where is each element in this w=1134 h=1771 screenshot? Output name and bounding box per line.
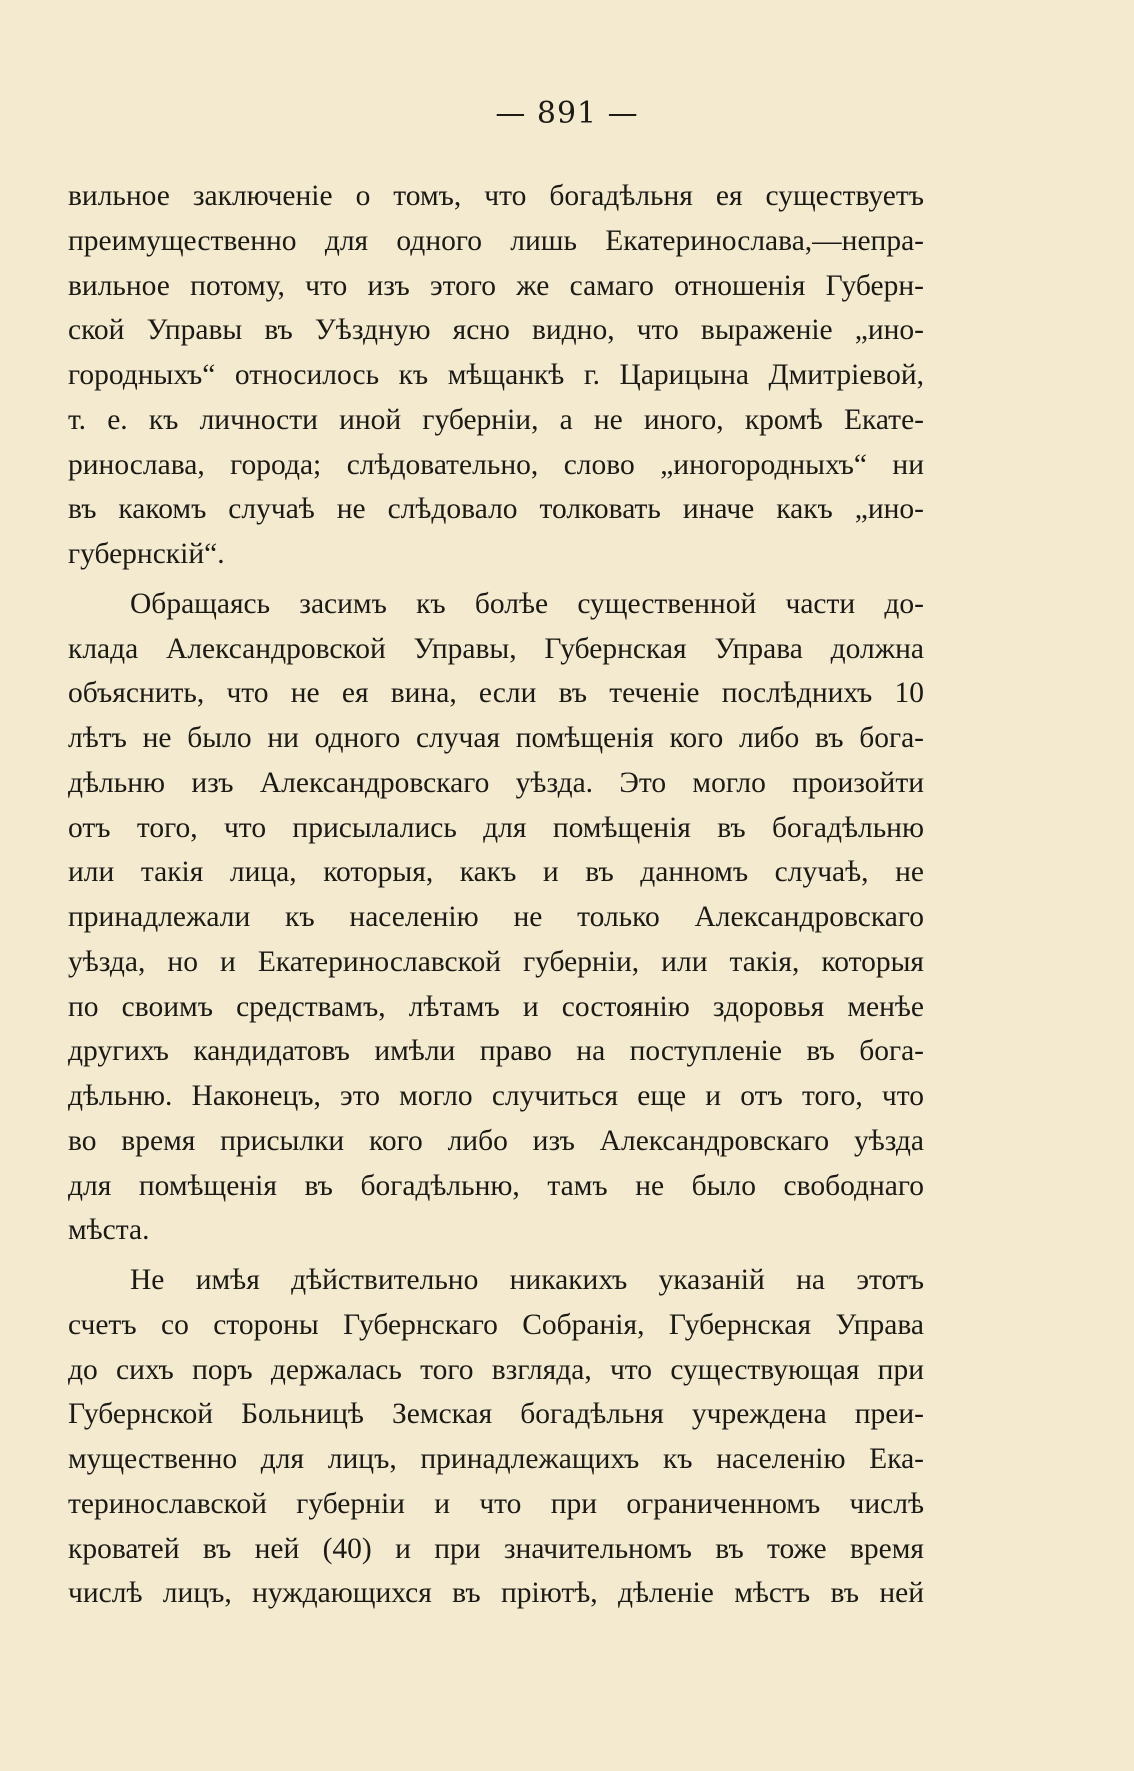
text-line: городныхъ“ относилось къ мѣщанкѣ г. Царицына Дмитріевой, [68,359,924,391]
text-line: мѣста. [68,1214,150,1247]
text-line: для помѣщенія въ богадѣльню, тамъ не было свободнаго [68,1169,924,1202]
text-line: отъ того, что присылались для помѣщенія въ богадѣльню [68,811,924,844]
text-line: клада Александровской Управы, Губернская Управа должна [68,632,924,665]
text-line: по своимъ средствамъ, лѣтамъ и состоянію здоровья менѣе [68,990,924,1023]
text-line: дѣльню изъ Александровскаго уѣзда. Это могло произойти [68,766,924,799]
text-line: счетъ со стороны Губернскаго Собранія, Губернская Управа [68,1308,924,1341]
text-line: Не имѣя дѣйствительно никакихъ указаній на этотъ [130,1264,924,1296]
text-line: вильное потому, что изъ этого же самаго отношенія Губерн- [68,269,924,302]
body-text [68,174,924,1616]
text-line: Губернской Больницѣ Земская богадѣльня учреждена преи- [68,1398,924,1431]
text-line: губернскій“. [68,538,225,570]
page-number: — 891 — [495,96,639,131]
text-line: мущественно для лицъ, принадлежащихъ къ населенію Ека- [68,1443,924,1475]
text-line: уѣзда, но и Екатеринославской губерніи, или такія, которыя [68,945,924,978]
text-line: во время присылки кого либо изъ Александровскаго уѣзда [68,1124,924,1157]
text-line: принадлежали къ населенію не только Александровскаго [68,901,924,933]
text-line: или такія лица, которыя, какъ и въ данномъ случаѣ, не [68,856,924,889]
text-line: до сихъ поръ держалась того взгляда, что существующая при [68,1353,924,1386]
text-line: ской Управы въ Уѣздную ясно видно, что выраженіе „ино- [68,314,924,347]
text-line: преимущественно для одного лишь Екатеринослава,—непра- [68,224,924,257]
text-line: Обращаясь засимъ къ болѣе существенной части до- [130,587,924,620]
text-line: кроватей въ ней (40) и при значительномъ въ тоже время [68,1532,924,1565]
text-line: дѣльню. Наконецъ, это могло случиться еще и отъ того, что [68,1080,924,1112]
text-line: лѣтъ не было ни одного случая помѣщенія кого либо въ бога- [68,722,924,754]
text-line: объяснить, что не ея вина, если въ теченіе послѣднихъ 10 [68,677,924,710]
text-line: въ какомъ случаѣ не слѣдовало толковать иначе какъ „ино- [68,493,924,526]
text-line: ринослава, города; слѣдовательно, слово „иногородныхъ“ ни [68,448,924,481]
text-line: теринославской губерніи и что при ограниченномъ числѣ [68,1487,924,1520]
text-line: числѣ лицъ, нуждающихся въ пріютѣ, дѣленіе мѣстъ въ ней [68,1577,924,1610]
text-line: т. е. къ личности иной губерніи, а не иного, кромѣ Екате- [68,403,924,436]
text-line: другихъ кандидатовъ имѣли право на поступленіе въ бога- [68,1035,924,1068]
text-line: вильное заключеніе о томъ, что богадѣльня ея существуетъ [68,180,924,212]
